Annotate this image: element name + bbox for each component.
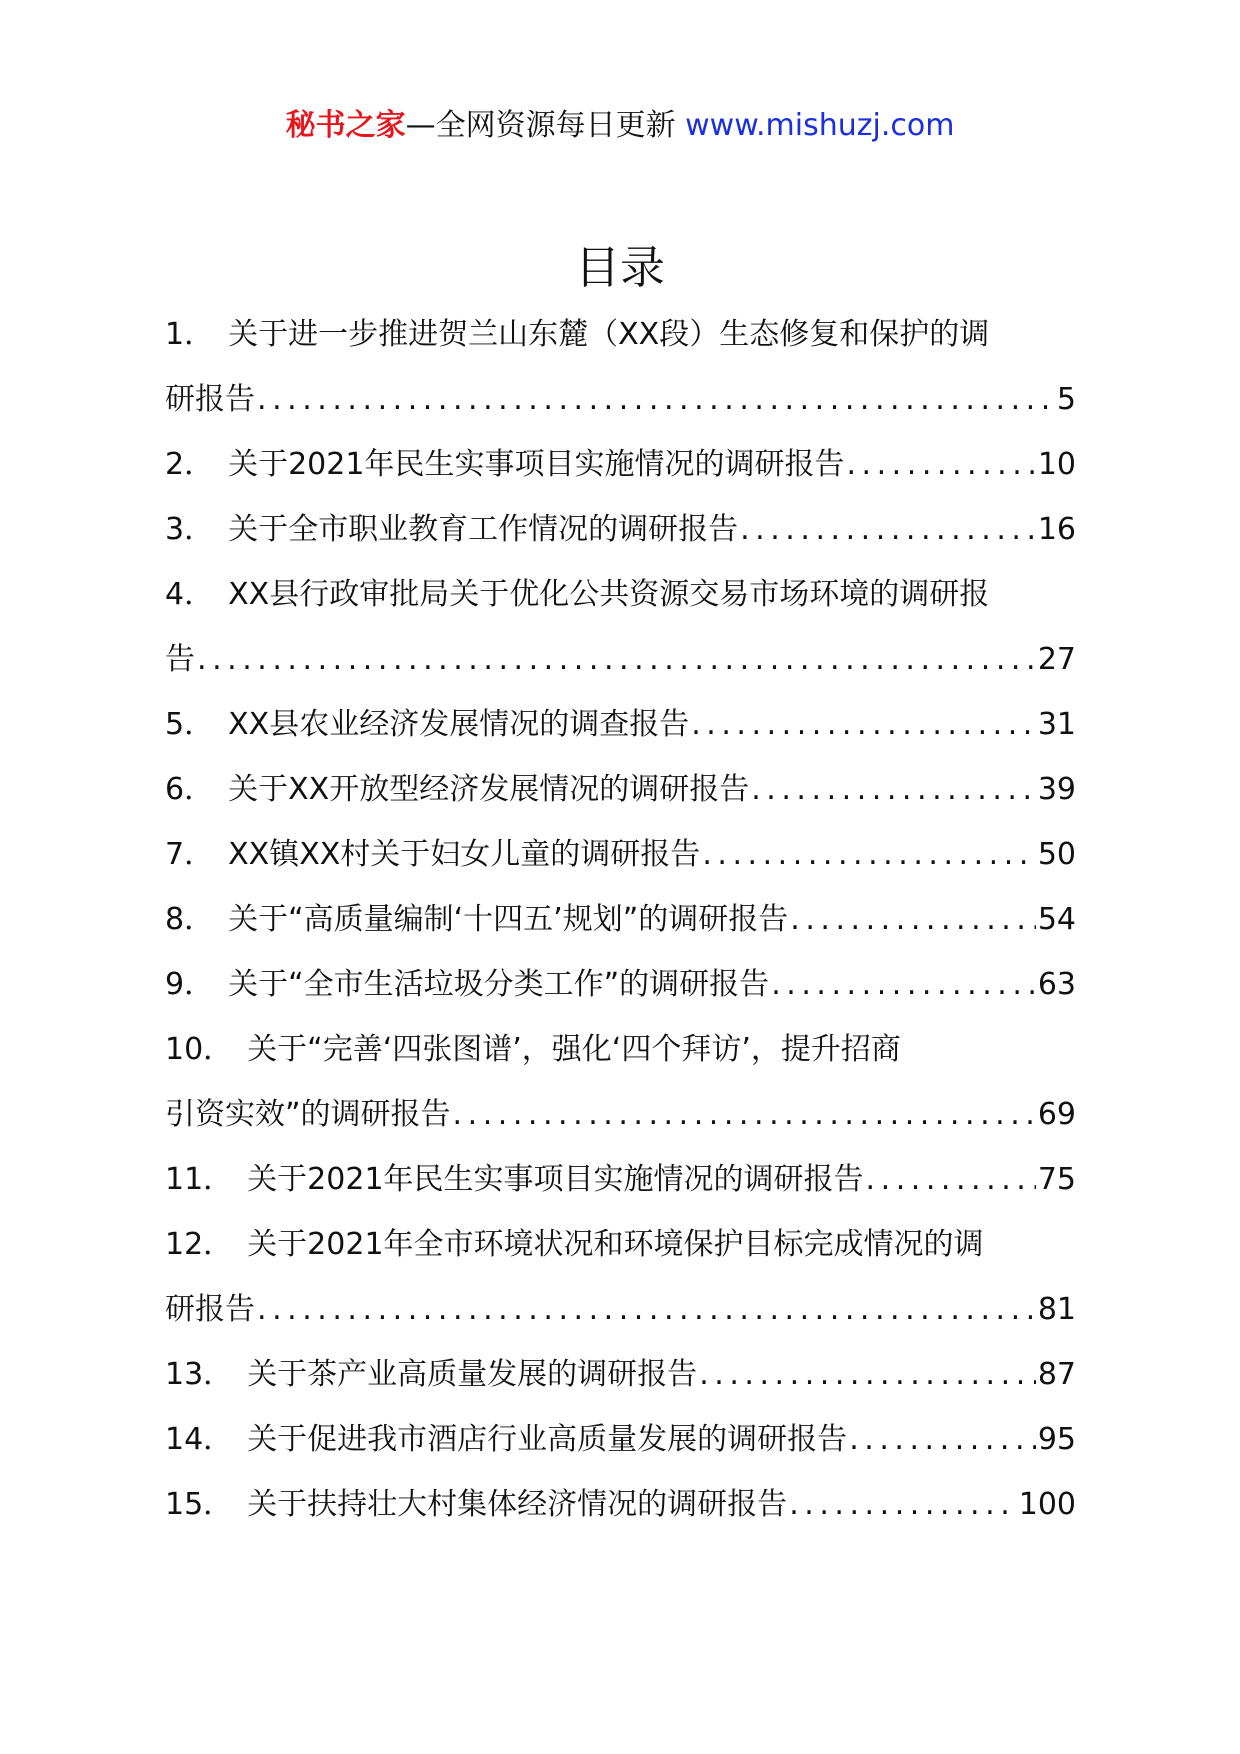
toc-entry-line [165, 1472, 1076, 1537]
toc-page-number: 39 [1037, 772, 1076, 807]
toc-entry-number: 15． [165, 1487, 234, 1522]
toc-entry-number: 3． [165, 512, 215, 547]
toc-entry[interactable] [165, 1472, 1076, 1537]
dot-leader [771, 952, 1036, 1017]
dot-leader [691, 692, 1036, 757]
toc-entry-number: 13． [165, 1357, 234, 1392]
toc-entry-line [165, 1082, 1076, 1147]
toc-page-number: 50 [1037, 837, 1076, 872]
toc-page-number: 10 [1037, 447, 1076, 482]
dot-leader [197, 627, 1036, 692]
toc-page-number: 75 [1037, 1162, 1076, 1197]
toc-entry-line [165, 627, 1076, 692]
toc-entry-number: 9． [165, 967, 215, 1002]
dot-leader [702, 822, 1036, 887]
toc-entry-title: 关于茶产业高质量发展的调研报告 [247, 1357, 698, 1392]
toc-entry-line [165, 1277, 1076, 1342]
toc-entry-title: XX县农业经济发展情况的调查报告 [228, 707, 690, 742]
dot-leader [751, 757, 1036, 822]
toc-entry-number: 4． [165, 577, 215, 612]
dot-leader [849, 1407, 1036, 1472]
toc-page-number: 87 [1037, 1357, 1076, 1392]
toc-entry-title: 关于XX开放型经济发展情况的调研报告 [228, 772, 750, 807]
dot-leader [453, 1082, 1036, 1147]
dot-leader [789, 1472, 1017, 1537]
toc-entry[interactable] [165, 1212, 1076, 1342]
toc-page-number: 16 [1037, 512, 1076, 547]
toc-entry-line [165, 497, 1076, 562]
dot-leader [257, 1277, 1036, 1342]
brand-name: 秘书之家 [285, 108, 406, 143]
toc-entry-number: 14． [165, 1422, 234, 1457]
toc-page-number: 69 [1037, 1097, 1076, 1132]
toc-entry-line [165, 432, 1076, 497]
toc-entry-title: 关于促进我市酒店行业高质量发展的调研报告 [247, 1422, 848, 1457]
toc-entry-title-continued: 告 [165, 642, 195, 677]
toc-entry-number: 8． [165, 902, 215, 937]
toc-entry-line [165, 1342, 1076, 1407]
toc-entry-number: 2． [165, 447, 215, 482]
toc-entry-number: 5． [165, 707, 215, 742]
toc-entry[interactable] [165, 692, 1076, 757]
dot-leader [740, 497, 1036, 562]
toc-page-number: 100 [1018, 1487, 1076, 1522]
toc-entry-line [165, 1407, 1076, 1472]
toc-entry-title: 关于扶持壮大村集体经济情况的调研报告 [247, 1487, 788, 1522]
toc-entry[interactable] [165, 562, 1076, 692]
toc-title: 目录 [574, 241, 665, 294]
website-link[interactable]: www.mishuzj.com [685, 108, 955, 143]
toc-entry-title: 关于2021年民生实事项目实施情况的调研报告 [228, 447, 845, 482]
toc-entry-line [165, 1147, 1076, 1212]
toc-entry-line [165, 692, 1076, 757]
toc-entry[interactable] [165, 1342, 1076, 1407]
toc-entry-line [165, 562, 1076, 627]
toc-entry-title-continued: 研报告 [165, 1292, 255, 1327]
toc-entry-line [165, 367, 1076, 432]
toc-entry-title: 关于2021年全市环境状况和环境保护目标完成情况的调 [247, 1227, 984, 1262]
page-header [0, 100, 1240, 144]
toc-entry-line [165, 887, 1076, 952]
table-of-contents [165, 302, 1076, 1537]
toc-entry[interactable] [165, 757, 1076, 822]
toc-entry-number: 12． [165, 1227, 234, 1262]
dot-leader [790, 887, 1036, 952]
toc-entry-line [165, 302, 1076, 367]
toc-entry-title: 关于进一步推进贺兰山东麓（XX段）生态修复和保护的调 [228, 317, 990, 352]
toc-entry-line [165, 952, 1076, 1017]
toc-entry-number: 6． [165, 772, 215, 807]
dot-leader [846, 432, 1035, 497]
toc-entry-title: 关于“完善‘四张图谱’，强化‘四个拜访’，提升招商 [247, 1032, 901, 1067]
toc-entry-number: 11． [165, 1162, 234, 1197]
toc-entry-line [165, 822, 1076, 887]
toc-page-number: 63 [1037, 967, 1076, 1002]
toc-entry-title: XX镇XX村关于妇女儿童的调研报告 [228, 837, 701, 872]
dot-leader [257, 367, 1055, 432]
toc-entry-line [165, 1212, 1076, 1277]
toc-entry[interactable] [165, 952, 1076, 1017]
toc-entry[interactable] [165, 822, 1076, 887]
toc-entry-title-continued: 引资实效”的调研报告 [165, 1097, 451, 1132]
toc-entry-line [165, 1017, 1076, 1082]
toc-entry-line [165, 757, 1076, 822]
dot-leader [699, 1342, 1036, 1407]
toc-entry[interactable] [165, 1147, 1076, 1212]
toc-page-number: 5 [1056, 382, 1076, 417]
toc-entry-number: 7． [165, 837, 215, 872]
toc-entry-title-continued: 研报告 [165, 382, 255, 417]
toc-page-number: 81 [1037, 1292, 1076, 1327]
toc-entry[interactable] [165, 1407, 1076, 1472]
toc-entry-title: 关于“全市生活垃圾分类工作”的调研报告 [228, 967, 770, 1002]
toc-entry[interactable] [165, 1017, 1076, 1147]
dot-leader [866, 1147, 1036, 1212]
toc-entry-title: XX县行政审批局关于优化公共资源交易市场环境的调研报 [228, 577, 990, 612]
toc-entry-number: 10． [165, 1032, 234, 1067]
toc-entry[interactable] [165, 302, 1076, 432]
toc-page-number: 31 [1037, 707, 1076, 742]
toc-entry[interactable] [165, 887, 1076, 952]
toc-entry-number: 1． [165, 317, 215, 352]
toc-entry[interactable] [165, 497, 1076, 562]
toc-entry-title: 关于“高质量编制‘十四五’规划”的调研报告 [228, 902, 789, 937]
toc-page-number: 95 [1037, 1422, 1076, 1457]
header-slogan: —全网资源每日更新 [405, 108, 686, 143]
toc-entry[interactable] [165, 432, 1076, 497]
toc-page-number: 54 [1037, 902, 1076, 937]
toc-entry-title: 关于2021年民生实事项目实施情况的调研报告 [247, 1162, 864, 1197]
toc-page-number: 27 [1037, 642, 1076, 677]
toc-entry-title: 关于全市职业教育工作情况的调研报告 [228, 512, 739, 547]
